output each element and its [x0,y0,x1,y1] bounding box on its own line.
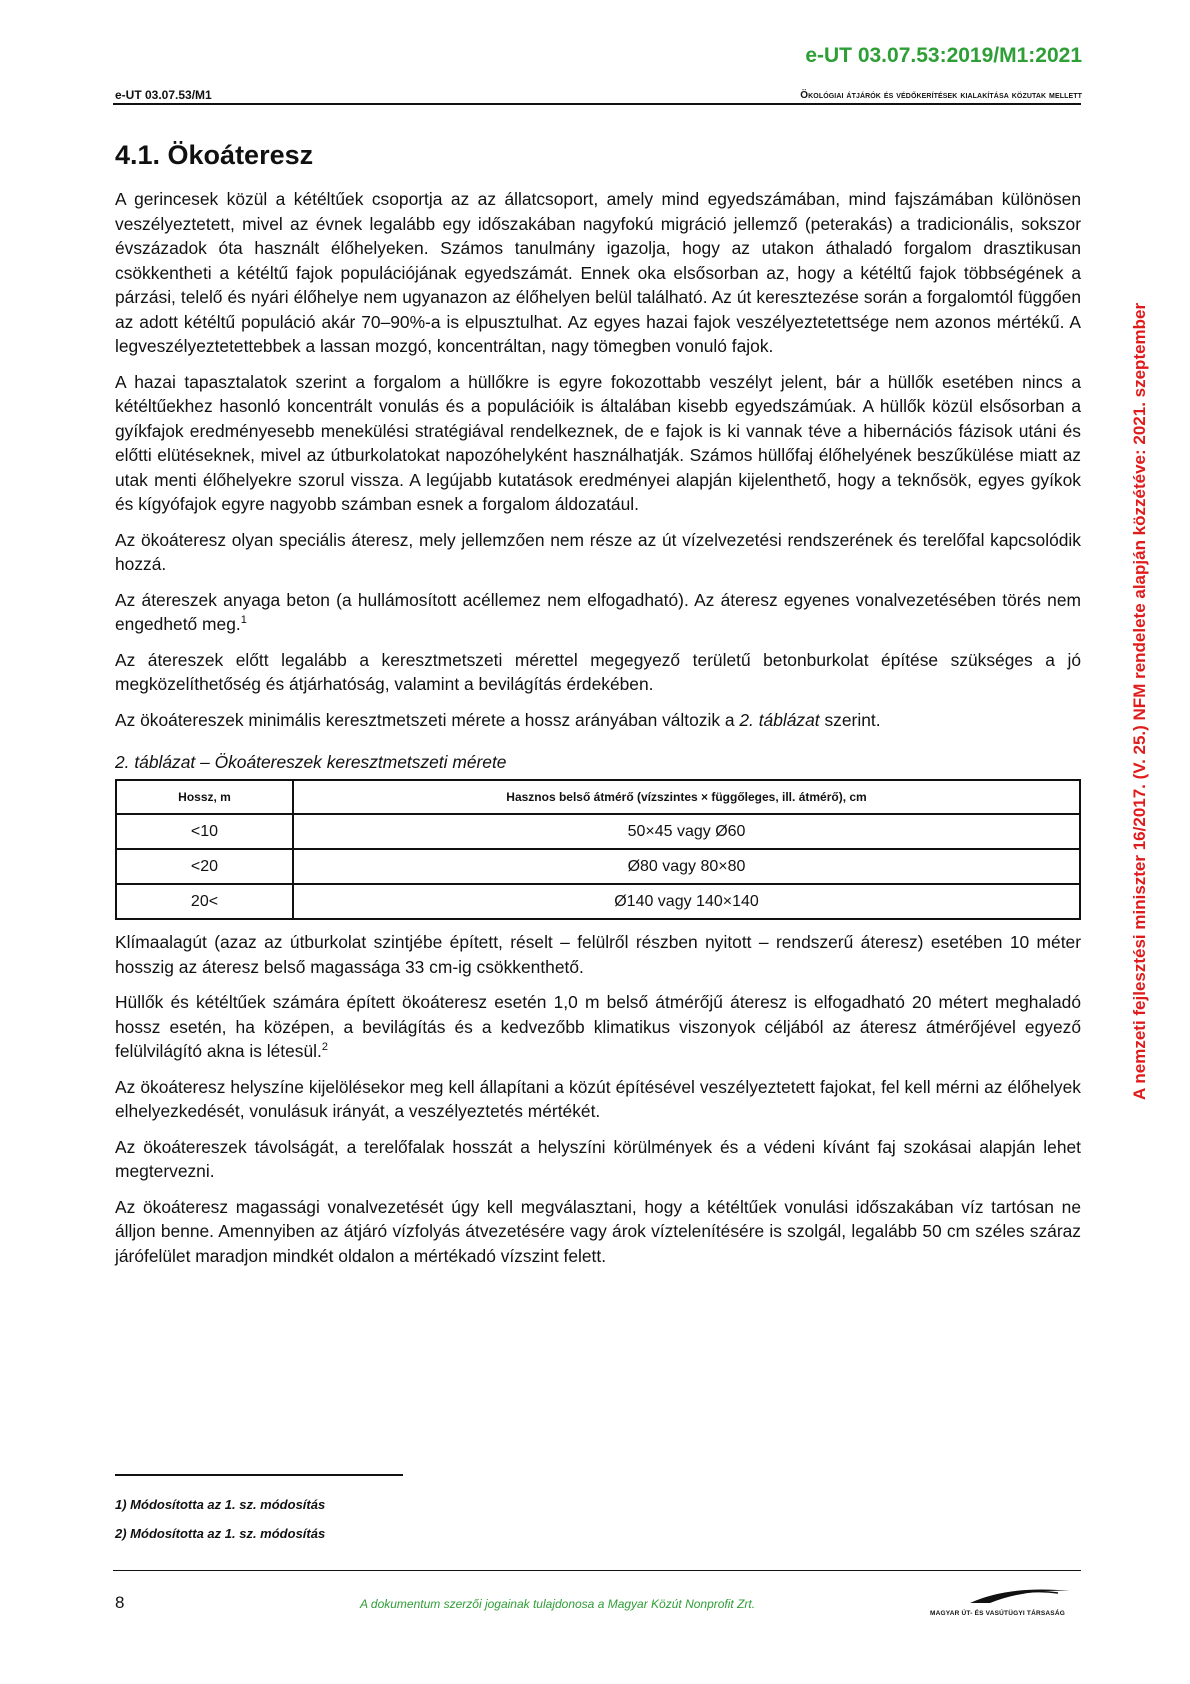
paragraph-material-text: Az átereszek anyaga beton (a hullámosított acéllemez nem elfogadható). Az áteresz egyenes vonalvezetésében törés nem engedhető meg. [115,589,1081,634]
footnote-ref-2: 2 [321,1041,328,1054]
paragraph-reptile-culvert-text: Hüllők és kétéltűek számára épített ökoáteresz esetén 1,0 m belső átmérőjű áteresz is elfogadható 20 métert meghaladó hossz esetén, ha középen, a bevilágítás és a kedvezőbb klimatikus viszonyok céljából az áteresz átmérőjével egyező felülvilágító akna is létesül. [115,992,1081,1061]
header-rule [113,103,1081,105]
paragraph-definition: Az ökoáteresz olyan speciális áteresz, mely jellemzően nem része az út vízelvezetési rendszerének és terelőfal kapcsolódik hozzá. [115,529,1081,574]
cell-length: <10 [116,814,293,849]
paragraph-size-ref [115,708,1081,733]
table-row [116,849,1080,884]
footnote-separator [115,1474,403,1476]
footer-rule [113,1570,1081,1571]
publisher-logo [930,1583,1082,1617]
table-header-row [116,780,1080,814]
paragraph-paving: Az átereszek előtt legalább a keresztmetszeti mérettel megegyező területű betonburkolat építése szükséges a jó megközelíthetőség és átjárhatóság, valamint a bevilágítás érdekében. [115,649,1081,694]
paragraph-reptiles: A hazai tapasztalatok szerint a forgalom a hüllőkre is egyre fokozottabb veszélyt jelent, bár a hüllők esetében nincs a kétéltűekhez hasonló koncentrált vonulás és a populációik is általában kisebb egyedszámúak. A hüllők közül elsősorban a gyíkfajok eredményesebb menekülési stratégiával rendelkeznek, de e fajok is ki vannak téve a hibernációs fázisok utáni és előtti elütéseknek, mivel az útburkolatokat napozóhelyként használhatják. Számos hüllőfaj élőhelyének beszűkülése miatt az utak menti élőhelyekre szorul vissza. A legújabb kutatások eredményei alapján kijelenthető, hogy a teknősök, egyes gyíkok és kígyófajok egyre nagyobb számban esnek a forgalom áldozatául. [115,371,1081,514]
table-row [116,814,1080,849]
table-row [116,884,1080,919]
logo-text: MAGYAR ÚT- ÉS VASÚTÜGYI TÁRSASÁG [930,1610,1065,1617]
footnote-1: 1) Módosította az 1. sz. módosítás [115,1497,326,1512]
header-diameter: Hasznos belső átmérő (vízszintes × függőleges, ill. átmérő), cm [293,780,1080,814]
section-title: 4.1. Ökoáteresz [115,140,314,170]
running-header-left: e-UT 03.07.53/M1 [115,88,212,102]
header-length: Hossz, m [116,780,293,814]
paragraph-reptile-culvert [115,990,1081,1064]
table-caption: 2. táblázat – Ökoátereszek keresztmetszeti mérete [115,752,507,772]
page-number: 8 [115,1593,125,1612]
paragraph-amphibians: A gerincesek közül a kétéltűek csoportja az az állatcsoport, amely mind egyedszámában, mind fajszámában különösen veszélyeztetett, mivel az évnek legalább egy időszakában nagyfokú migráció jellemző (peterakás) a tradicionális, sokszor évszázadok óta használt élőhelyeken. Számos tanulmány igazolja, hogy az utakon áthaladó forgalom drasztikusan csökkentheti a kétéltű fajok populációjának egyedszámát. Ennek oka elsősorban az, hogy a kétéltű fajok többségének a párzási, telelő és nyári élőhelye nem ugyanazon az élőhelyen belül található. Az út keresztezése során a forgalomtól függően az adott kétéltű populáció akár 70–90%-a is elpusztulhat. Az egyes hazai fajok veszélyeztetettsége nem azonos mértékű. A legveszélyeztetettebbek a lassan mozgó, koncentráltan, nagy tömegben vonuló fajok. [115,189,1081,356]
publication-side-note: A nemzeti fejlesztési miniszter 16/2017. (V. 25.) NFM rendelete alapján közzétéve: 2021. szeptember [1130,302,1149,1100]
paragraph-site-selection: Az ökoáteresz helyszíne kijelölésekor meg kell állapítani a közút építésével veszélyeztetett fajokat, fel kell mérni az élőhelyek elhelyezkedését, vonulásuk irányát, a veszélyeztetés mértékét. [115,1076,1081,1121]
cell-diameter: Ø80 vagy 80×80 [293,849,1080,884]
footnote-ref-1: 1 [240,614,247,627]
size-ref-pre: Az ökoátereszek minimális keresztmetszeti mérete a hossz arányában változik a [115,709,740,730]
paragraph-material [115,588,1081,637]
cell-diameter: 50×45 vagy Ø60 [293,814,1080,849]
cross-section-table [115,779,1081,920]
logo-swoosh-icon [930,1583,1082,1607]
cell-length: <20 [116,849,293,884]
size-ref-post: szerint. [819,709,881,730]
cell-length: 20< [116,884,293,919]
paragraph-vertical-alignment: Az ökoáteresz magassági vonalvezetését úgy kell megválasztani, hogy a kétéltűek vonulási időszakában víz tartósan ne álljon benne. Amennyiben az átjáró vízfolyás átvezetésére vagy árok víztelenítésére is szolgál, legalább 50 cm széles száraz járófelület maradjon mindkét oldalon a mértékadó vízszint felett. [115,1196,1081,1266]
paragraph-spacing: Az ökoátereszek távolságát, a terelőfalak hosszát a helyszíni körülmények és a védeni kívánt faj szokásai alapján lehet megtervezni. [115,1136,1081,1181]
running-header-right: Ökológiai átjárók és védőkerítések kialakítása közutak mellett [800,90,1082,101]
cell-diameter: Ø140 vagy 140×140 [293,884,1080,919]
page-content [115,140,1081,1279]
paragraph-climate-tunnel: Klímaalagút (azaz az útburkolat szintjébe épített, réselt – felülről részben nyitott – rendszerű áteresz) esetében 10 méter hosszig az áteresz belső magassága 33 cm-ig csökkenthető. [115,932,1081,977]
footnote-2: 2) Módosította az 1. sz. módosítás [115,1526,326,1541]
document-code: e-UT 03.07.53:2019/M1:2021 [805,44,1082,67]
copyright-notice: A dokumentum szerzői jogainak tulajdonosa a Magyar Közút Nonprofit Zrt. [360,1597,756,1611]
table-reference: 2. táblázat [739,709,820,730]
